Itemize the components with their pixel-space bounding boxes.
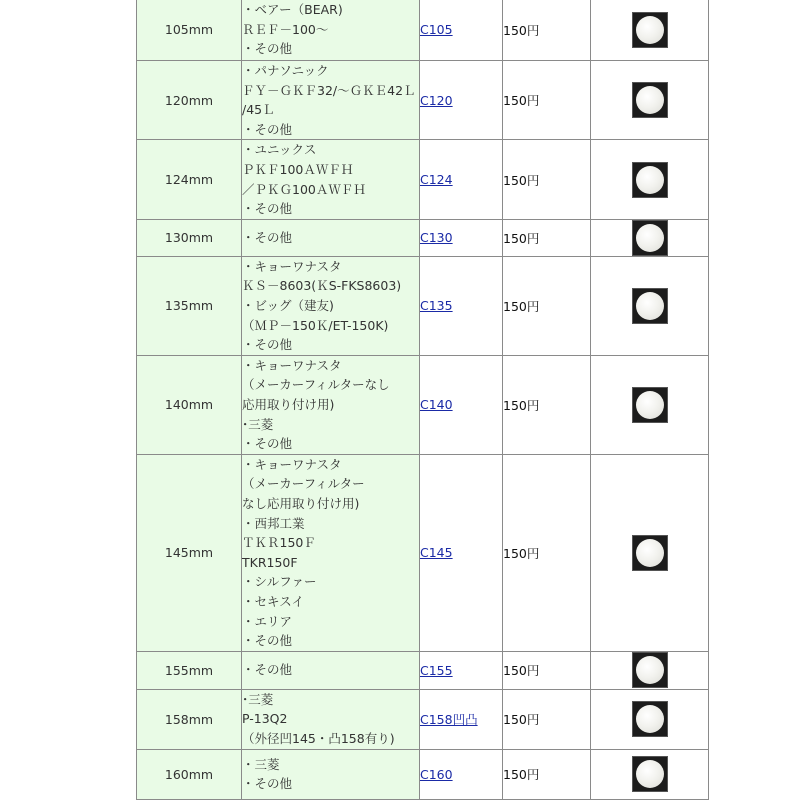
- maker-line: ・その他: [242, 662, 293, 678]
- filter-thumbnail-image[interactable]: [632, 387, 668, 423]
- maker-line: ／ＰＫＧ100ＡＷＦＨ: [242, 181, 366, 197]
- filter-thumbnail-image[interactable]: [632, 535, 668, 571]
- code-cell: [420, 140, 503, 219]
- size-cell: 124mm: [137, 140, 242, 219]
- maker-line: ・西邦工業: [242, 515, 305, 531]
- price-cell: 150円: [503, 256, 591, 355]
- product-code-link[interactable]: C105: [420, 22, 453, 37]
- maker-list-cell: [242, 651, 420, 689]
- maker-line: ・その他: [242, 229, 293, 245]
- maker-list-cell: [242, 749, 420, 799]
- size-cell: 145mm: [137, 454, 242, 651]
- maker-line: ＴＫＲ150Ｆ: [242, 535, 316, 551]
- size-cell: 140mm: [137, 355, 242, 454]
- thumbnail-cell: [591, 0, 709, 61]
- product-code-link[interactable]: C158凹凸: [420, 712, 478, 728]
- table-row: [137, 0, 709, 61]
- table-row: [137, 61, 709, 140]
- filter-thumbnail-image[interactable]: [632, 82, 668, 118]
- code-cell: [420, 256, 503, 355]
- maker-line: （メーカーフィルターなし: [242, 377, 390, 393]
- table-row: [137, 256, 709, 355]
- code-cell: [420, 219, 503, 256]
- maker-list-cell: [242, 256, 420, 355]
- filter-thumbnail-image[interactable]: [632, 701, 668, 737]
- code-cell: [420, 749, 503, 799]
- code-cell: [420, 355, 503, 454]
- maker-list-cell: [242, 355, 420, 454]
- price-cell: 150円: [503, 61, 591, 140]
- maker-line: ・キョーワナスタ: [242, 456, 342, 472]
- code-cell: [420, 61, 503, 140]
- code-cell: [420, 651, 503, 689]
- maker-line: ＫＳ－8603(ＫS-FKS8603): [242, 278, 402, 294]
- maker-line: （メーカーフィルター: [242, 476, 365, 492]
- thumbnail-cell: [591, 689, 709, 749]
- maker-line: ・その他: [242, 201, 293, 217]
- size-cell: 135mm: [137, 256, 242, 355]
- table-row: [137, 355, 709, 454]
- size-cell: 120mm: [137, 61, 242, 140]
- maker-line: ＲＥＦ－100～: [242, 21, 329, 37]
- thumbnail-cell: [591, 256, 709, 355]
- product-code-link[interactable]: C124: [420, 172, 453, 188]
- table-row: [137, 454, 709, 651]
- maker-line: ・ユニックス: [242, 142, 317, 158]
- maker-list-cell: [242, 689, 420, 749]
- product-code-link[interactable]: C120: [420, 92, 453, 108]
- maker-line: ・キョーワナスタ: [242, 357, 342, 373]
- maker-line: ・エリア: [242, 613, 293, 629]
- table-row: [137, 689, 709, 749]
- maker-line: ・ベアー（BEAR): [242, 2, 343, 18]
- product-code-link[interactable]: C160: [420, 766, 453, 782]
- maker-list-cell: [242, 61, 420, 140]
- thumbnail-cell: [591, 219, 709, 256]
- maker-line: ・その他: [242, 633, 293, 649]
- filter-thumbnail-image[interactable]: [632, 288, 668, 324]
- filter-thumbnail-image[interactable]: [632, 756, 668, 792]
- price-cell: 150円: [503, 140, 591, 219]
- size-cell: 105mm: [137, 0, 242, 61]
- maker-line: ･三菱: [242, 691, 274, 707]
- maker-line: P-13Q2: [242, 711, 288, 727]
- maker-line: ・セキスイ: [242, 593, 305, 609]
- maker-line: ・その他: [242, 337, 293, 353]
- filter-thumbnail-image[interactable]: [632, 12, 668, 48]
- maker-line: （外径凹145・凸158有り): [242, 730, 395, 746]
- code-cell: [420, 454, 503, 651]
- thumbnail-cell: [591, 355, 709, 454]
- price-cell: 150円: [503, 219, 591, 256]
- price-cell: 150円: [503, 0, 591, 61]
- maker-line: ・その他: [242, 776, 293, 792]
- maker-line: 応用取り付け用): [242, 396, 335, 412]
- product-code-link[interactable]: C155: [420, 662, 453, 678]
- size-cell: 160mm: [137, 749, 242, 799]
- maker-line: ・パナソニック: [242, 63, 329, 78]
- thumbnail-cell: [591, 61, 709, 140]
- maker-line: /45Ｌ: [242, 102, 275, 118]
- maker-line: ・その他: [242, 41, 293, 57]
- maker-line: （ＭＰ－150Ｋ/ET-150K): [242, 317, 389, 333]
- price-cell: 150円: [503, 651, 591, 689]
- size-cell: 130mm: [137, 219, 242, 256]
- thumbnail-cell: [591, 749, 709, 799]
- product-code-link[interactable]: C135: [420, 298, 453, 314]
- filter-size-table: [136, 0, 709, 800]
- filter-thumbnail-image[interactable]: [632, 162, 668, 198]
- code-cell: [420, 689, 503, 749]
- table-row: [137, 219, 709, 256]
- maker-list-cell: [242, 219, 420, 256]
- maker-list-cell: [242, 454, 420, 651]
- maker-list-cell: [242, 140, 420, 219]
- maker-line: ･三菱: [242, 416, 274, 432]
- filter-thumbnail-image[interactable]: [632, 652, 668, 688]
- thumbnail-cell: [591, 454, 709, 651]
- table-row: [137, 140, 709, 219]
- maker-line: ・シルファー: [242, 574, 317, 590]
- maker-list-cell: [242, 0, 420, 61]
- maker-line: ＦＹ－ＧＫＦ32/～ＧＫＥ42Ｌ: [242, 82, 416, 98]
- product-code-link[interactable]: C130: [420, 230, 453, 246]
- maker-line: ・その他: [242, 121, 293, 137]
- price-cell: 150円: [503, 454, 591, 651]
- product-code-link[interactable]: C140: [420, 397, 453, 413]
- maker-line: ・キョーワナスタ: [242, 258, 342, 274]
- table-row: [137, 651, 709, 689]
- product-code-link[interactable]: C145: [420, 545, 453, 561]
- maker-line: ＰＫＦ100ＡＷＦＨ: [242, 161, 354, 177]
- price-cell: 150円: [503, 749, 591, 799]
- price-cell: 150円: [503, 689, 591, 749]
- maker-line: ・三菱: [242, 756, 280, 772]
- thumbnail-cell: [591, 651, 709, 689]
- size-cell: 155mm: [137, 651, 242, 689]
- thumbnail-cell: [591, 140, 709, 219]
- table-body: [137, 0, 709, 799]
- filter-thumbnail-image[interactable]: [632, 220, 668, 256]
- code-cell: [420, 0, 503, 61]
- size-cell: 158mm: [137, 689, 242, 749]
- table-row: [137, 749, 709, 799]
- maker-line: ・その他: [242, 436, 293, 452]
- price-cell: 150円: [503, 355, 591, 454]
- maker-line: TKR150F: [242, 554, 298, 570]
- maker-line: なし応用取り付け用): [242, 495, 360, 511]
- maker-line: ・ビッグ（建友): [242, 297, 334, 313]
